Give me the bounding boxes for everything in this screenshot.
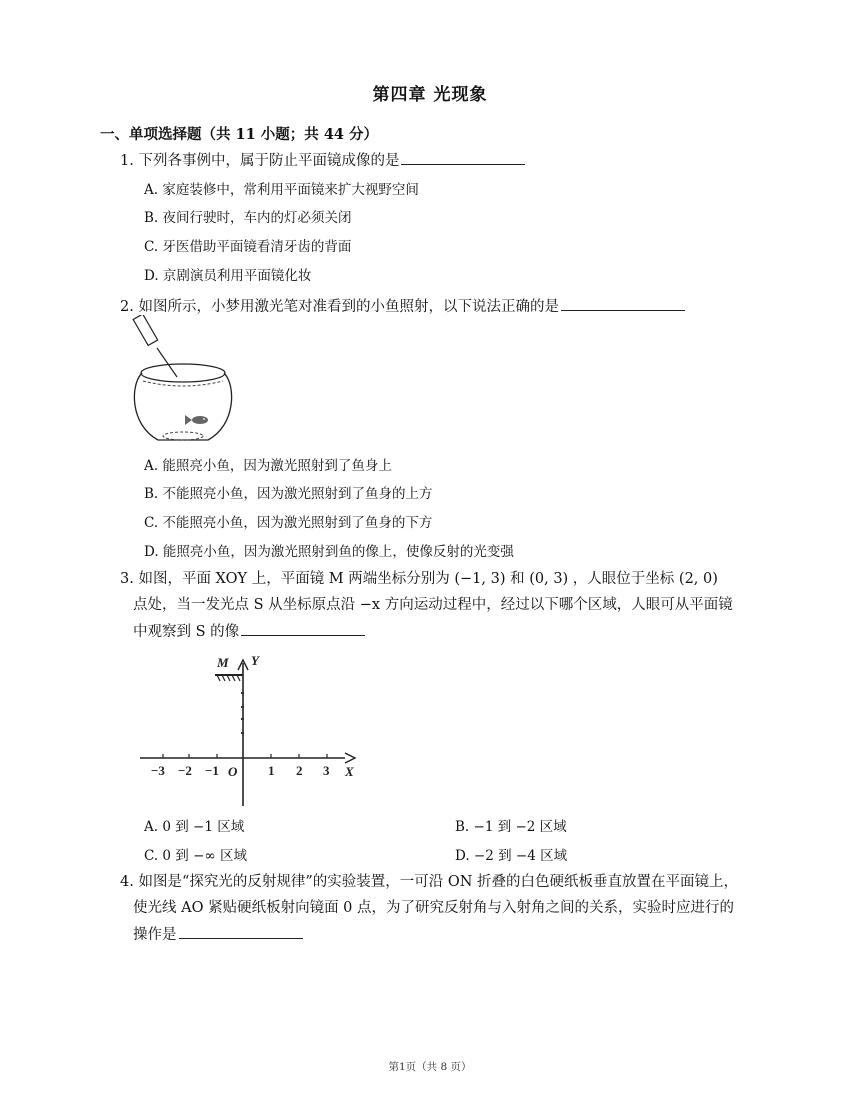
question-3-line-3: 中观察到 S 的像 [133,621,365,642]
q3-option-a[interactable]: A. 0 到 −1 区域 [144,819,245,835]
question-1-stem: 1. 下列各事例中，属于防止平面镜成像的是 [120,150,525,171]
q1-option-b[interactable]: B. 夜间行驶时，车内的灯必须关闭 [144,210,352,226]
answer-blank[interactable] [401,150,525,165]
question-2-stem: 2. 如图所示，小梦用激光笔对准看到的小鱼照射，以下说法正确的是 [120,296,685,317]
answer-blank[interactable] [561,296,685,311]
coordinate-graph [135,648,365,810]
q1-option-a[interactable]: A. 家庭装修中，常利用平面镜来扩大视野空间 [144,182,419,198]
q3-option-b[interactable]: B. −1 到 −2 区域 [455,819,567,835]
q2-option-b[interactable]: B. 不能照亮小鱼，因为激光照射到了鱼身的上方 [144,486,433,502]
page-title: 第四章 光现象 [372,85,488,105]
fishbowl-icon [134,364,231,440]
laser-pen-icon [133,315,177,377]
question-3-line-2: 点处，当一发光点 S 从坐标原点沿 −x 方向运动过程中，经过以下哪个区域，人眼可从平面镜 [133,597,733,613]
page-footer: 第1页（共 8 页） [388,1061,472,1073]
x-tick-label: 2 [296,763,303,778]
question-3-line-1: 3. 如图，平面 XOY 上，平面镜 M 两端坐标分别为 (−1, 3) 和 (0, 3) ，人眼位于坐标 (2, 0) [120,571,718,587]
q2-option-a[interactable]: A. 能照亮小鱼，因为激光照射到了鱼身上 [144,458,392,474]
question-4-line-1: 4. 如图是“探究光的反射规律”的实验装置，一可沿 ON 折叠的白色硬纸板垂直放置在平面镜上， [120,874,739,890]
q2-option-c[interactable]: C. 不能照亮小鱼，因为激光照射到了鱼身的下方 [144,515,433,531]
y-axis-label: Y [251,653,259,668]
question-4-line-2: 使光线 AO 紧贴硬纸板射向镜面 0 点，为了研究反射角与入射角之间的关系，实验时应进行的 [133,900,735,916]
q1-option-d[interactable]: D. 京剧演员利用平面镜化妆 [144,268,312,284]
x-axis-label: X [345,764,354,779]
fish-icon [185,415,208,425]
section-heading: 一、单项选择题（共 11 小题；共 44 分） [100,126,379,143]
x-tick-label: 3 [323,763,330,778]
q2-option-d[interactable]: D. 能照亮小鱼，因为激光照射到鱼的像上，使像反射的光变强 [144,544,514,560]
q3-option-c[interactable]: C. 0 到 −∞ 区域 [144,848,247,864]
fishbowl-figure [130,315,240,450]
answer-blank[interactable] [241,621,365,636]
x-tick-label: −3 [151,763,165,778]
question-4-line-3: 操作是 [133,924,303,945]
origin-label: O [228,764,238,779]
x-tick-label: −2 [178,763,192,778]
q3-option-d[interactable]: D. −2 到 −4 区域 [455,848,568,864]
mirror-label: M [217,655,229,670]
answer-blank[interactable] [179,924,303,939]
q1-option-c[interactable]: C. 牙医借助平面镜看清牙齿的背面 [144,239,352,255]
x-tick-label: −1 [205,763,219,778]
x-tick-label: 1 [268,763,275,778]
